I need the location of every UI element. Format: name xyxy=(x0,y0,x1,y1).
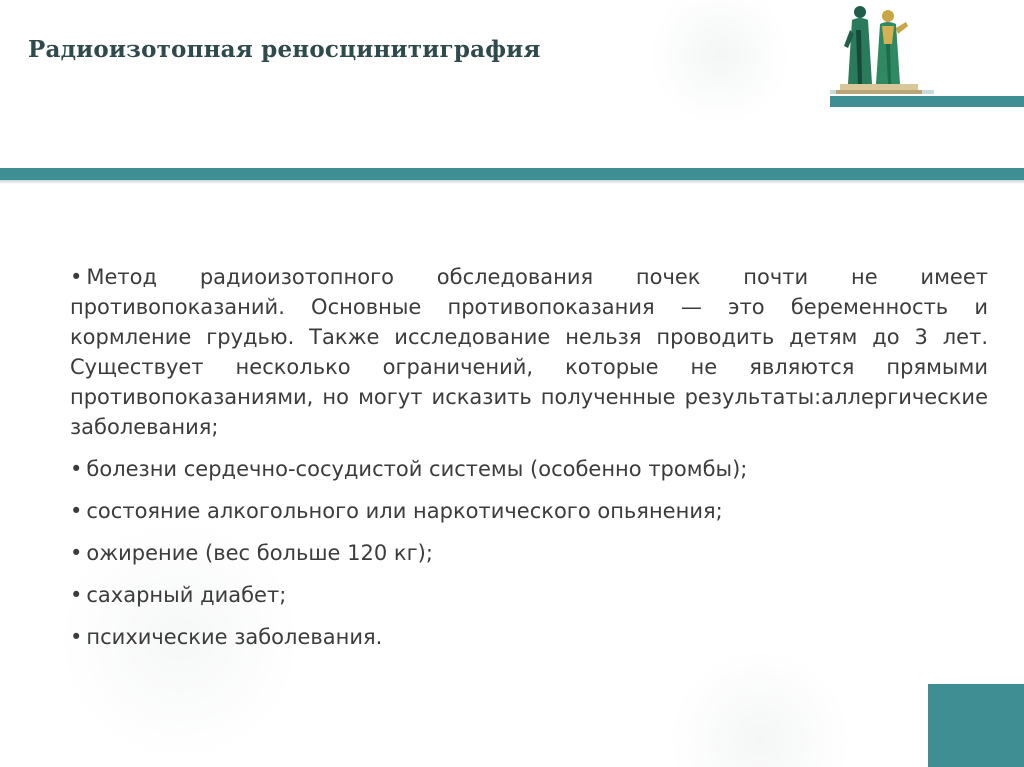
bullet-item xyxy=(70,538,988,568)
header-divider-shadow xyxy=(0,180,1024,184)
bullet-text: ожирение (вес больше 120 кг); xyxy=(86,541,433,565)
bullet-item xyxy=(70,454,988,484)
bullet-text: болезни сердечно-сосудистой системы (особенно тромбы); xyxy=(86,457,748,481)
bullet-item xyxy=(70,496,988,526)
logo-figure-right xyxy=(876,10,908,84)
bullet-dot: • xyxy=(70,265,83,289)
logo-pedestal-base xyxy=(836,90,922,94)
bullet-dot: • xyxy=(70,625,83,649)
bullet-text: психические заболевания. xyxy=(86,625,383,649)
bullet-item xyxy=(70,580,988,610)
slide-title: Радиоизотопная реносцинитиграфия xyxy=(28,36,541,63)
bullet-text: сахарный диабет; xyxy=(86,583,287,607)
corner-accent-box xyxy=(928,684,1024,767)
logo-figure-left xyxy=(844,6,872,84)
bullet-item xyxy=(70,262,988,442)
bullet-item xyxy=(70,622,988,652)
bullet-dot: • xyxy=(70,583,83,607)
bullet-text: Метод радиоизотопного обследования почек почти не имеет противопоказаний. Основные противопоказания — это беременность и кормление грудью. Также исследование нельзя проводить детям до 3 лет. Существует несколько ограничений, которые не являются прямыми противопоказаниями, но могут исказить полученные результаты:аллергические заболевания; xyxy=(70,265,988,439)
logo-pedestal xyxy=(840,84,918,90)
bullet-dot: • xyxy=(70,499,83,523)
bullet-dot: • xyxy=(70,457,83,481)
bullet-dot: • xyxy=(70,541,83,565)
bullet-list xyxy=(70,262,988,664)
statues-logo-icon xyxy=(836,0,922,98)
header-divider xyxy=(0,168,1024,180)
bullet-text: состояние алкогольного или наркотического опьянения; xyxy=(86,499,723,523)
